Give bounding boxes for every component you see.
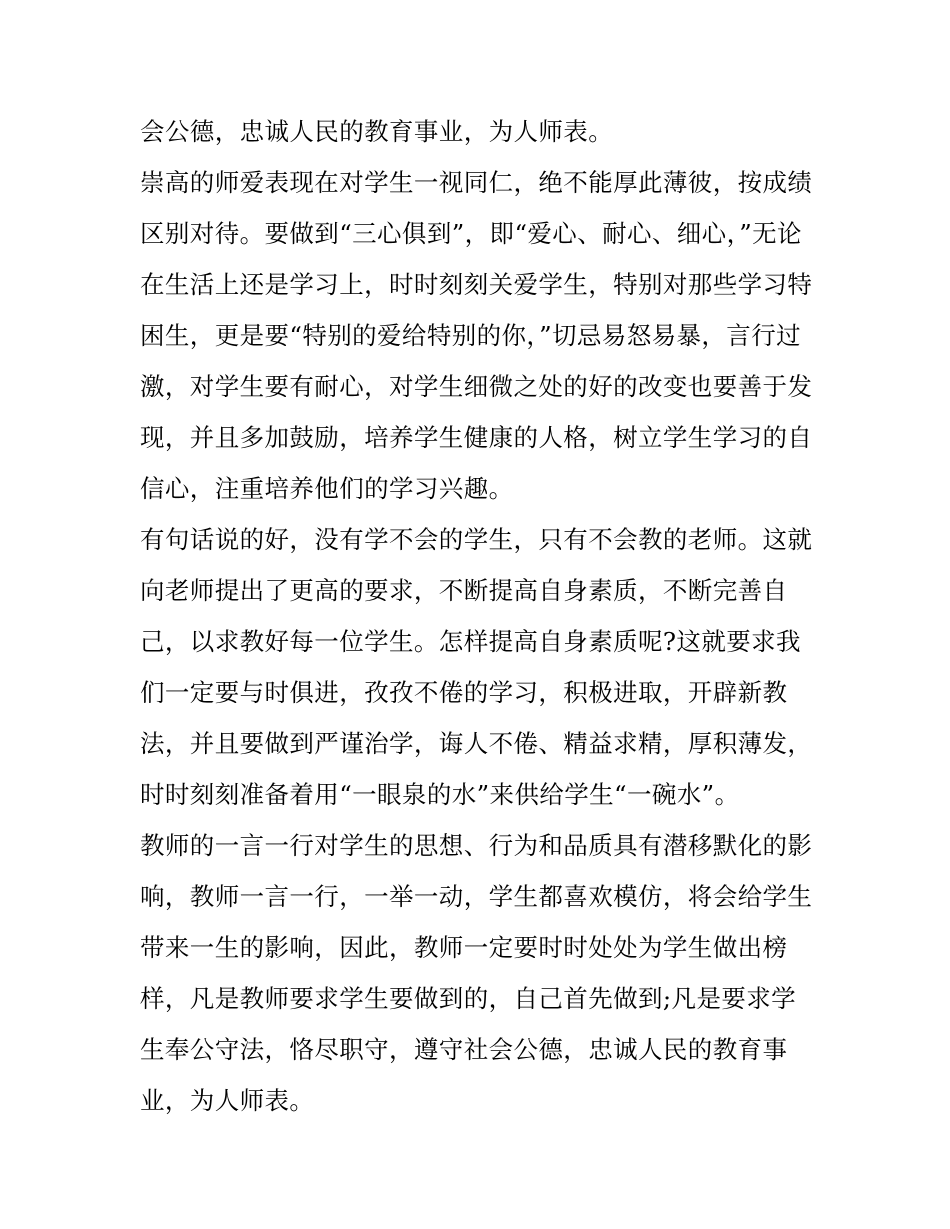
text-line: 在生活上还是学习上，时时刻刻关爱学生，特别对那些学习特: [140, 270, 813, 299]
text-line: 教师的一言一行对学生的思想、行为和品质具有潜移默化的影: [140, 831, 813, 860]
text-line: 带来一生的影响，因此，教师一定要时时处处为学生做出榜: [140, 933, 788, 962]
text-line: 会公德，忠诚人民的教育事业，为人师表。: [140, 117, 614, 146]
text-line: 业，为人师表。: [140, 1086, 315, 1115]
text-line: 有句话说的好，没有学不会的学生，只有不会教的老师。这就: [140, 525, 813, 554]
text-line: 向老师提出了更高的要求，不断提高自身素质，不断完善自: [140, 576, 788, 605]
text-line: 激，对学生要有耐心，对学生细微之处的好的改变也要善于发: [140, 372, 813, 401]
text-line: 崇高的师爱表现在对学生一视同仁，绝不能厚此薄彼，按成绩: [140, 168, 813, 197]
text-line: 法，并且要做到严谨治学，诲人不倦、精益求精，厚积薄发，: [140, 729, 813, 758]
text-line: 困生，更是要“特别的爱给特别的你，”切忌易怒易暴，言行过: [140, 321, 801, 350]
text-line: 样，凡是教师要求学生要做到的，自己首先做到;凡是要求学: [140, 984, 797, 1013]
text-line: 己，以求教好每一位学生。怎样提高自身素质呢?这就要求我: [140, 627, 801, 656]
text-line: 区别对待。要做到“三心俱到”，即“爱心、耐心、细心，”无论: [140, 219, 802, 248]
text-line: 响，教师一言一行，一举一动，学生都喜欢模仿，将会给学生: [140, 882, 813, 911]
text-line: 们一定要与时俱进，孜孜不倦的学习，积极进取，开辟新教: [140, 678, 788, 707]
text-line: 生奉公守法，恪尽职守，遵守社会公德，忠诚人民的教育事: [140, 1035, 788, 1064]
text-line: 信心，注重培养他们的学习兴趣。: [140, 474, 514, 503]
body-text: [140, 106, 820, 1126]
text-line: 现，并且多加鼓励，培养学生健康的人格，树立学生学习的自: [140, 423, 813, 452]
text-line: 时时刻刻准备着用“一眼泉的水”来供给学生“一碗水”。: [140, 780, 740, 809]
